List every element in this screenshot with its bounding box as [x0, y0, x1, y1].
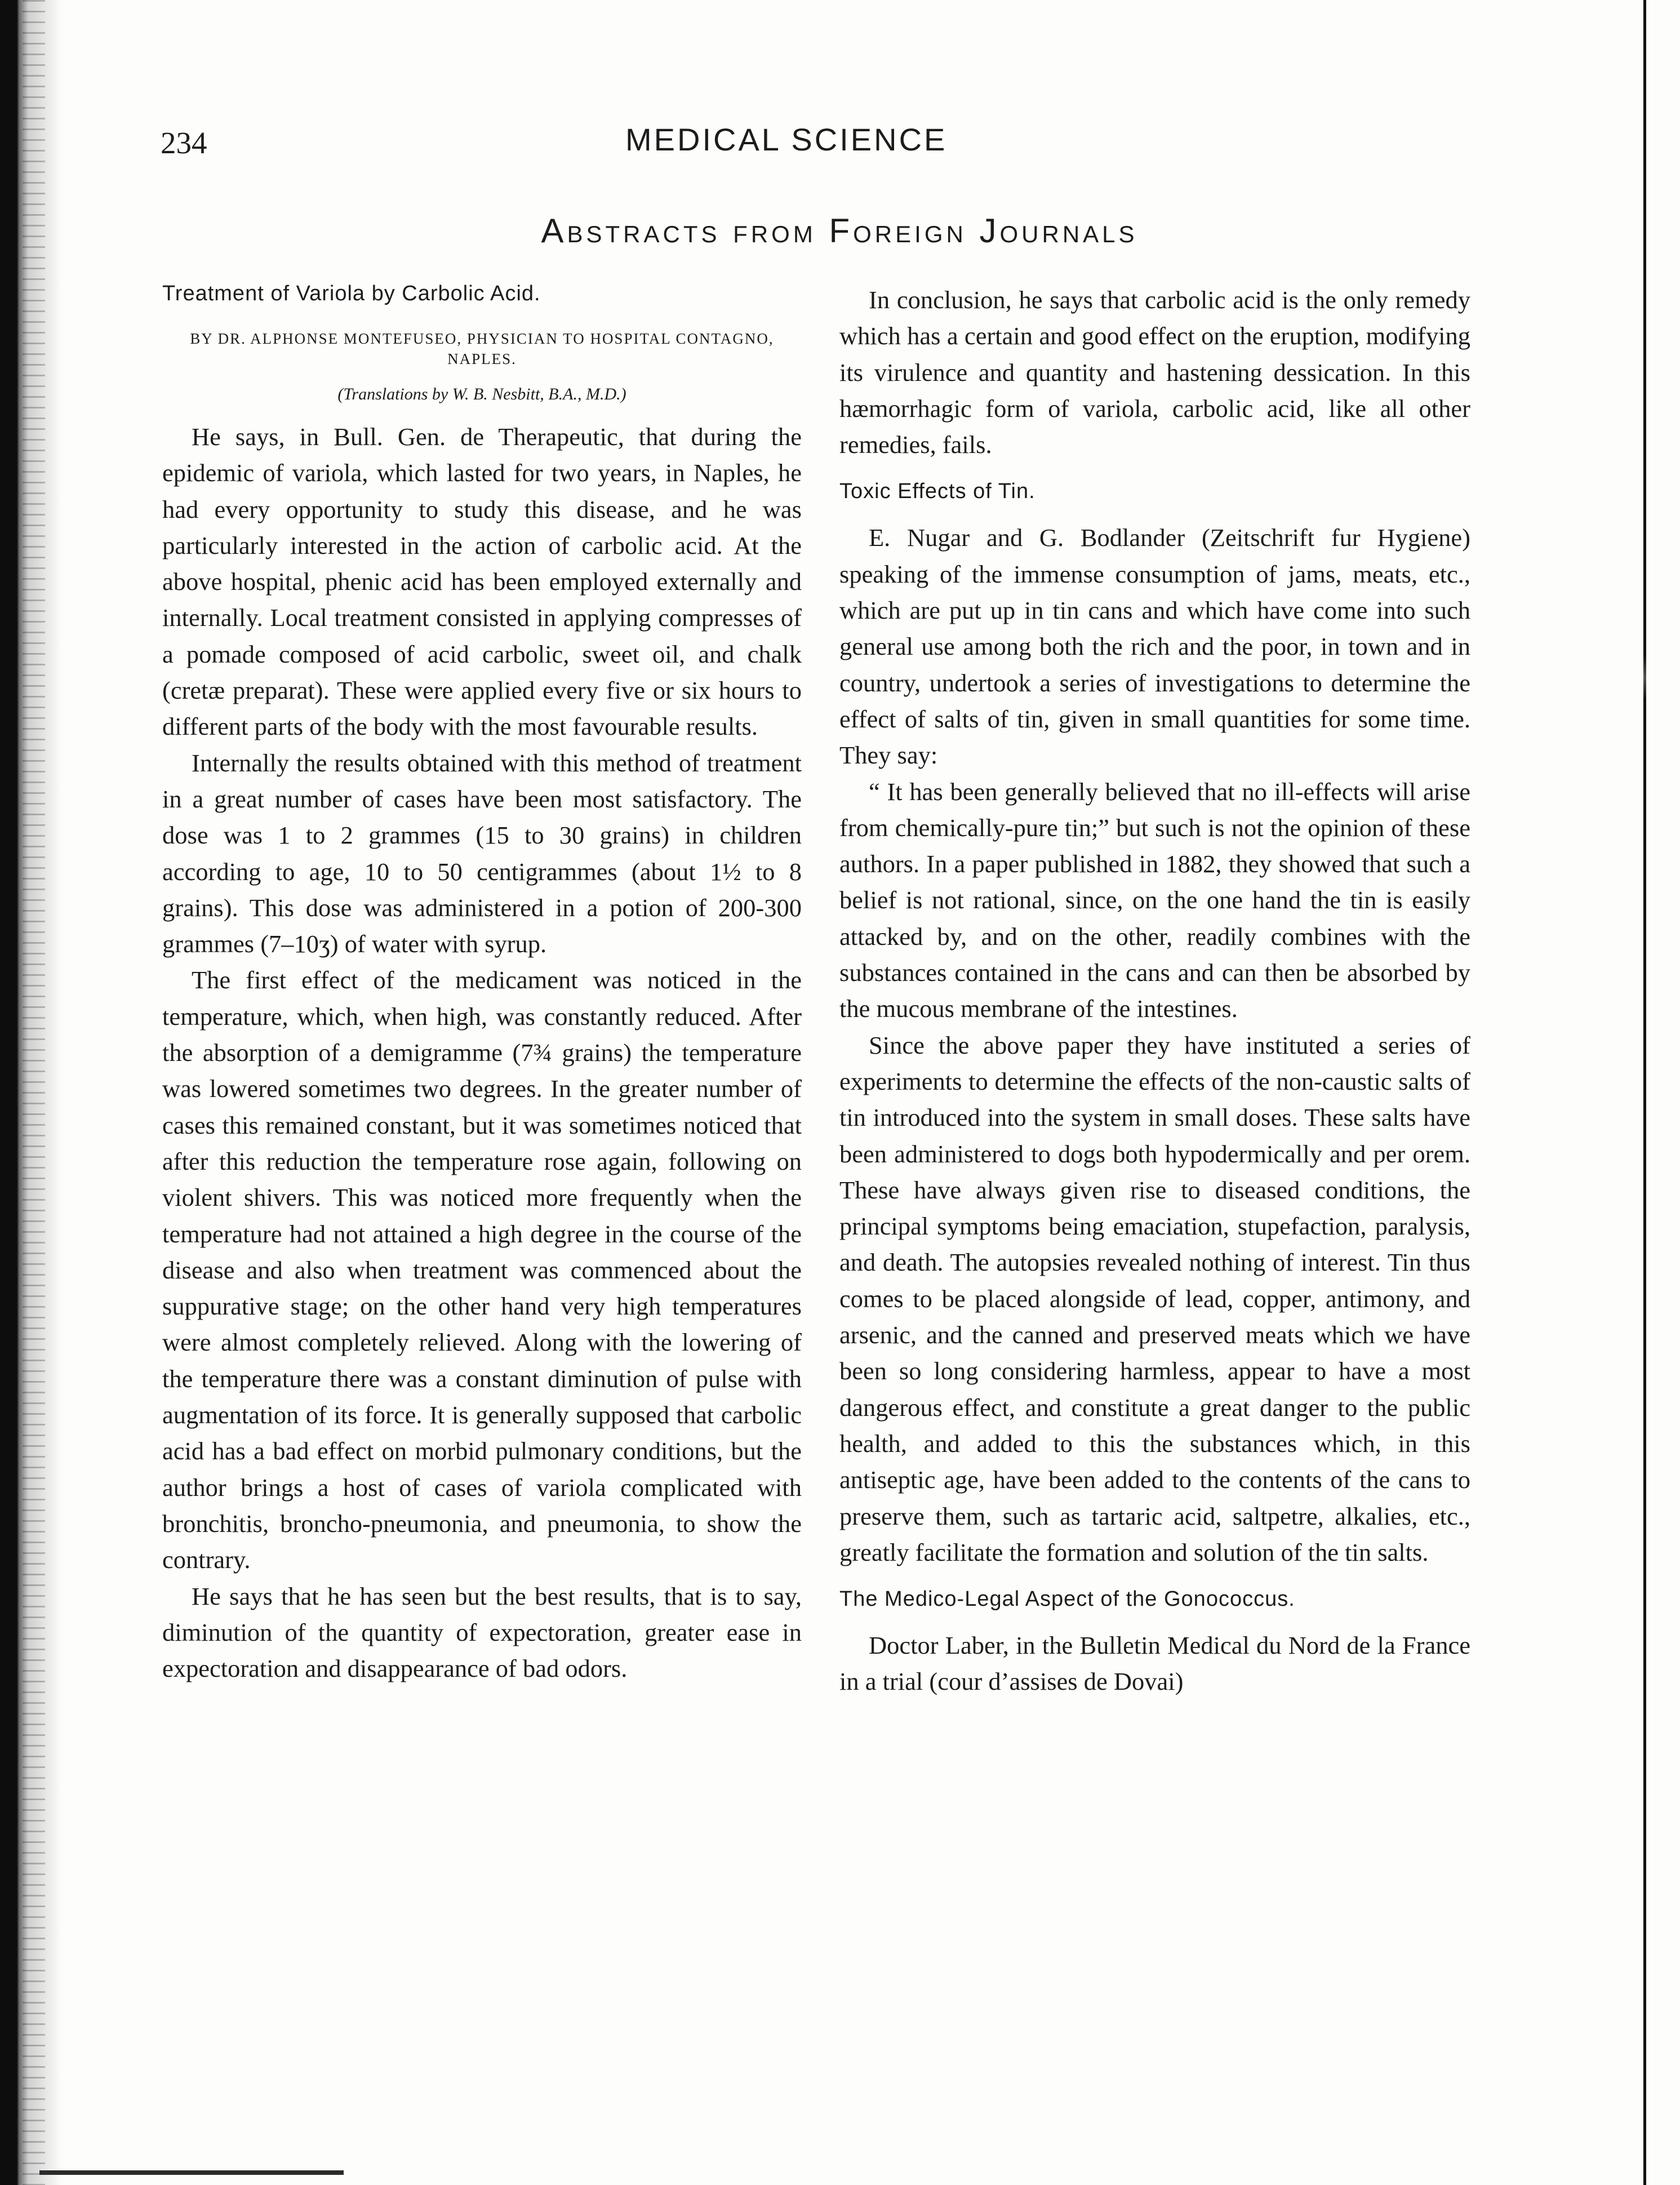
section-heading-variola: Treatment of Variola by Carbolic Acid. — [162, 282, 541, 305]
scan-bottom-edge — [39, 2170, 344, 2175]
scan-right-edge — [1643, 0, 1646, 2185]
paragraph: Internally the results obtained with this method of treatment in a great number of cases have been most satisfactory. The dose was 1 to 2 grammes (15 to 30 grains) in children according to age, 10 to 50 centigrammes (about 1½ to 8 grains). This dose was administered in a potion of 200-300 grammes (7–10ʒ) of water with syrup. — [162, 748, 802, 958]
section-heading-tin: Toxic Effects of Tin. — [839, 479, 1035, 504]
paragraph: E. Nugar and G. Bodlander (Zeitschrift fur Hygiene) speaking of the immense consumption of jams, meats, etc., which are put up in tin cans and which have come into such general use among both the rich and the poor, in town and in country, undertook a series of investigations to determine the effect of salts of tin, given in small quantities for some time. They say: — [839, 523, 1470, 770]
section-heading-gonococcus: The Medico-Legal Aspect of the Gonococcus. — [839, 1587, 1295, 1611]
paragraph: Since the above paper they have instituted a series of experiments to determine the effects of the non-caustic salts of tin introduced into the system in small doses. These salts have been administered to dogs both hypodermically and per orem. These have always given rise to diseased conditions, the principal symptoms being emaciation, stupefaction, paralysis, and death. The autopsies revealed nothing of interest. Tin thus comes to be placed alongside of lead, copper, antimony, and arsenic, and the canned and preserved meats which we have been so long considering harmless, appear to have a most dangerous effect, and constitute a great danger to the public health, and added to this the substances which, in this antiseptic age, have been added to the contents of the cans to preserve them, such as tartaric acid, saltpetre, alkalies, etc., greatly facilitate the formation and solution of the tin salts. — [839, 1031, 1470, 1566]
paragraph: Doctor Laber, in the Bulletin Medical du Nord de la France in a trial (cour d’assises de Dovai) — [839, 1631, 1470, 1696]
right-column — [839, 282, 1470, 1700]
paragraph: “ It has been generally believed that no ill-effects will arise from chemically-pure tin;” but such is not the opinion of these authors. In a paper published in 1882, they showed that such a belief is not rational, since, on the one hand the tin is easily attacked by, and on the other, readily combines with the substances contained in the cans and can then be absorbed by the mucous membrane of the intestines. — [839, 777, 1470, 1023]
running-head: MEDICAL SCIENCE — [625, 122, 948, 157]
paragraph: He says that he has seen but the best results, that is to say, diminution of the quantity of expectoration, greater ease in expectoration and disappearance of bad odors. — [162, 1582, 802, 1683]
author-byline: BY DR. ALPHONSE MONTEFUSEO, PHYSICIAN TO HOSPITAL CONTAGNO, NAPLES. — [190, 330, 774, 367]
page-number: 234 — [161, 126, 207, 160]
translator-credit: (Translations by W. B. Nesbitt, B.A., M.D.) — [337, 385, 626, 403]
scan-left-edge — [0, 0, 68, 2185]
paragraph: He says, in Bull. Gen. de Therapeutic, that during the epidemic of variola, which lasted for two years, in Naples, he had every opportunity to study this disease, and he was particularly interested in the action of carbolic acid. At the above hospital, phenic acid has been employed externally and internally. Local treatment consisted in applying compresses of a pomade composed of acid carbolic, sweet oil, and chalk (cretæ preparat). These were applied every five or six hours to different parts of the body with the most favourable results. — [162, 423, 802, 741]
left-column — [162, 282, 802, 1686]
page-title: Abstracts from Foreign Journals — [541, 212, 1138, 250]
paragraph-continuation: In conclusion, he says that carbolic acid is the only remedy which has a certain and good effect on the eruption, modifying its virulence and quantity and hastening dessication. In this hæmorrhagic form of variola, carbolic acid, like all other remedies, fails. — [839, 286, 1470, 459]
paragraph: The first effect of the medicament was noticed in the temperature, which, when high, was constantly reduced. After the absorption of a demigramme (7¾ grains) the temperature was lowered sometimes two degrees. In the greater number of cases this remained constant, but it was sometimes noticed that after this reduction the temperature rose again, following on violent shivers. This was noticed more frequently when the temperature had not attained a high degree in the course of the disease and also when treatment was commenced about the suppurative stage; on the other hand very high temperatures were almost completely relieved. Along with the lowering of the temperature there was a constant diminution of pulse with augmentation of its force. It is generally supposed that carbolic acid has a bad effect on morbid pulmonary conditions, but the author brings a host of cases of variola complicated with bronchitis, broncho-pneumonia, and pneumonia, to show the contrary. — [162, 966, 802, 1574]
